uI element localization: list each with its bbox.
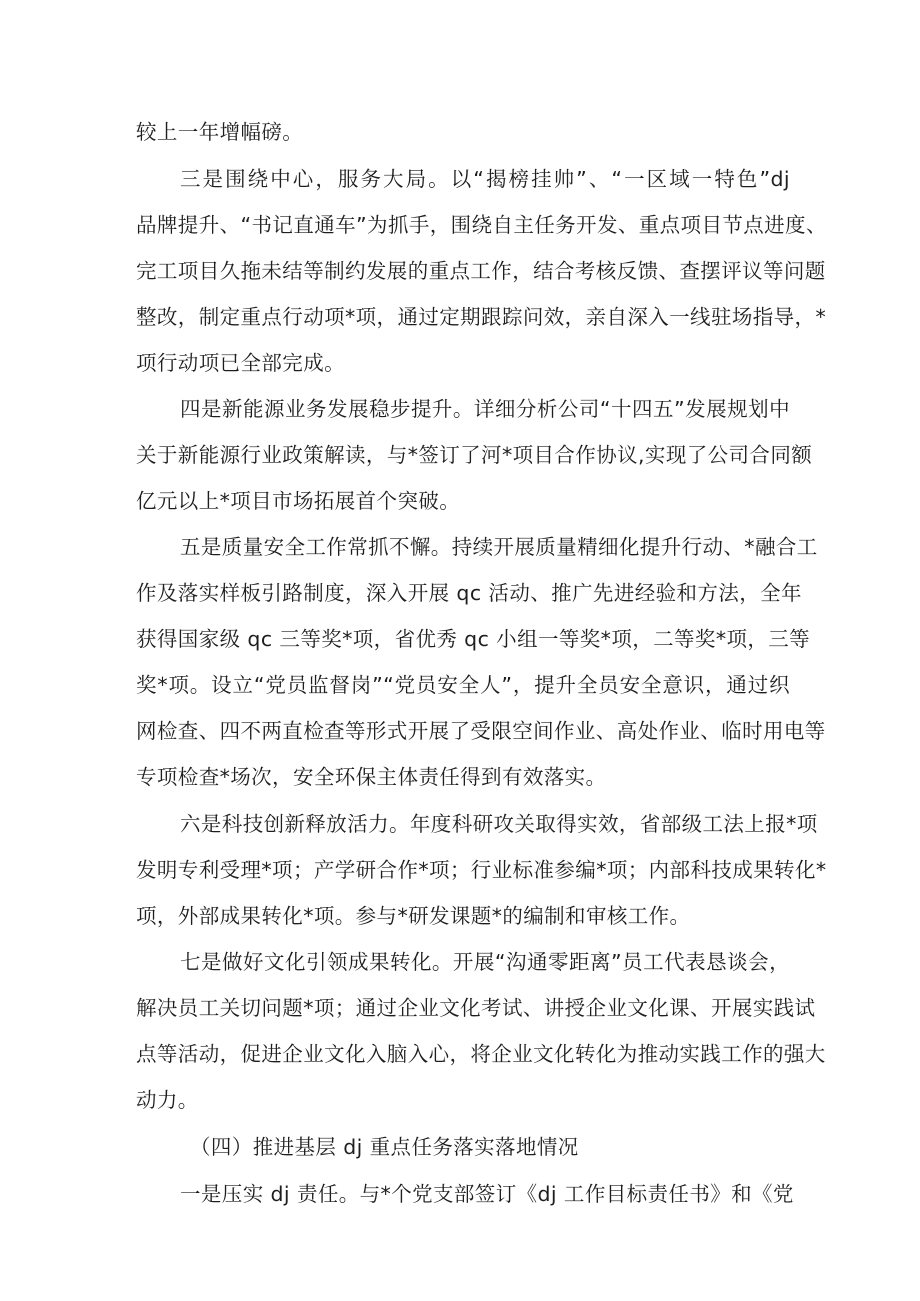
- paragraph-five-line-3: 获得国家级 qc 三等奖*项，省优秀 qc 小组一等奖*项，二等奖*项，三等: [136, 627, 811, 651]
- paragraph-seven-line-1: 七是做好文化引领成果转化。开展“沟通零距离”员工代表恳谈会，: [180, 950, 790, 974]
- paragraph-seven-line-4: 动力。: [136, 1088, 199, 1112]
- paragraph-seven-line-2: 解决员工关切问题*项；通过企业文化考试、讲授企业文化课、开展实践试: [136, 996, 816, 1020]
- paragraph-one-line-1: 一是压实 dj 责任。与*个党支部签订《dj 工作目标责任书》和《党: [180, 1182, 794, 1206]
- paragraph-six-line-3: 项，外部成果转化*项。参与*研发课题*的编制和审核工作。: [136, 904, 691, 928]
- paragraph-three-line-3: 完工项目久拖未结等制约发展的重点工作，结合考核反馈、查摆评议等问题: [136, 259, 826, 283]
- paragraph-four-line-1: 四是新能源业务发展稳步提升。详细分析公司“十四五”发展规划中: [180, 397, 790, 421]
- paragraph-three-line-4: 整改，制定重点行动项*项，通过定期跟踪问效，亲自深入一线驻场指导，*: [136, 305, 827, 329]
- paragraph-three-line-2: 品牌提升、“书记直通车”为抓手，围绕自主任务开发、重点项目节点进度、: [136, 213, 827, 237]
- section-heading: （四）推进基层 dj 重点任务落实落地情况: [190, 1135, 579, 1159]
- paragraph-three-line-1: 三是围绕中心，服务大局。以“揭榜挂帅”、“一区域一特色”dj: [180, 167, 790, 191]
- paragraph-four-line-3: 亿元以上*项目市场拓展首个突破。: [136, 489, 461, 513]
- paragraph-continuation-line: 较上一年增幅磅。: [136, 120, 304, 144]
- paragraph-five-line-6: 专项检查*场次，安全环保主体责任得到有效落实。: [136, 765, 607, 789]
- paragraph-three-line-5: 项行动项已全部完成。: [136, 351, 345, 375]
- paragraph-five-line-2: 作及落实样板引路制度，深入开展 qc 活动、推广先进经验和方法，全年: [136, 581, 802, 605]
- paragraph-five-line-1: 五是质量安全工作常抓不懈。持续开展质量精细化提升行动、*融合工: [180, 535, 818, 559]
- paragraph-five-line-5: 网检查、四不两直检查等形式开展了受限空间作业、高处作业、临时用电等: [136, 719, 826, 743]
- paragraph-seven-line-3: 点等活动，促进企业文化入脑入心，将企业文化转化为推动实践工作的强大: [136, 1042, 826, 1066]
- paragraph-five-line-4: 奖*项。设立“党员监督岗”“党员安全人”，提升全员安全意识，通过织: [136, 673, 790, 697]
- paragraph-six-line-1: 六是科技创新释放活力。年度科研攻关取得实效，省部级工法上报*项: [180, 812, 818, 836]
- paragraph-four-line-2: 关于新能源行业政策解读，与*签订了河*项目合作协议,实现了公司合同额: [136, 443, 813, 467]
- paragraph-six-line-2: 发明专利受理*项；产学研合作*项；行业标准参编*项；内部科技成果转化*: [136, 858, 827, 882]
